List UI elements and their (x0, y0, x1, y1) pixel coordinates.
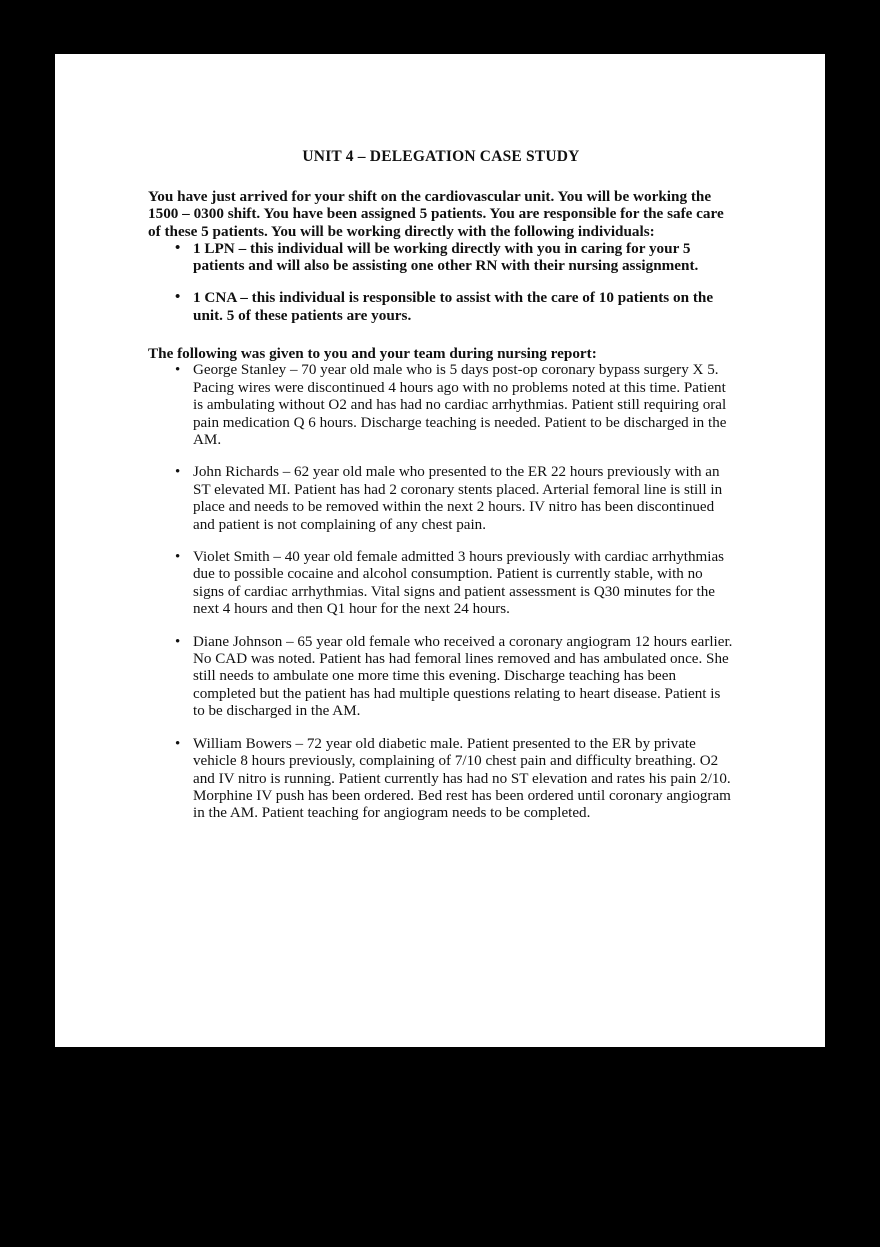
list-item (148, 634, 734, 721)
report-heading: The following was given to you and your team during nursing report: (148, 345, 597, 363)
list-item (148, 736, 734, 823)
list-item (148, 240, 734, 275)
list-item (148, 464, 734, 534)
list-item (148, 289, 734, 324)
bullet-icon: • (175, 464, 181, 481)
bullet-icon: • (175, 239, 181, 256)
list-item (148, 362, 734, 449)
list-item-text: Violet Smith – 40 year old female admitted 3 hours previously with cardiac arrhythmias due to possible cocaine and alcohol consumption. Patient is currently stable, with no signs of cardiac arrhythmias. Vital signs and patient assessment is Q30 minutes for the next 4 hours and then Q1 hour for the next 24 hours. (193, 549, 725, 618)
list-item-text: Diane Johnson – 65 year old female who received a coronary angiogram 12 hours earlier. No CAD was noted. Patient has had femoral lines removed and has ambulated once. She still needs to ambulate one more time this evening. Discharge teaching has been completed but the patient has had multiple questions relating to heart disease. Patient is to be discharged in the AM. (193, 633, 733, 720)
bullet-icon: • (175, 289, 181, 306)
patient-report-list (148, 362, 734, 822)
list-item-text: 1 LPN – this individual will be working directly with you in caring for your 5 patients and will also be assisting one other RN with their nursing assignment. (193, 239, 699, 275)
list-item-text: William Bowers – 72 year old diabetic male. Patient presented to the ER by private vehicle 8 hours previously, complaining of 7/10 chest pain and difficulty breathing. O2 and IV nitro is running. Patient currently has had no ST elevation and rates his pain 2/10. Morphine IV push has been ordered. Bed rest has been ordered until coronary angiogram in the AM. Patient teaching for angiogram needs to be completed. (193, 735, 731, 822)
bullet-icon: • (175, 549, 181, 566)
list-item-text: 1 CNA – this individual is responsible to assist with the care of 10 patients on the unit. 5 of these patients are yours. (193, 289, 714, 324)
list-item (148, 549, 734, 619)
document-body (148, 148, 734, 823)
intro-paragraph: You have just arrived for your shift on the cardiovascular unit. You will be working the 1500 – 0300 shift. You have been assigned 5 patients. You are responsible for the safe care of these 5 patients. You will be working directly with the following individuals: (148, 188, 724, 240)
bullet-icon: • (175, 633, 181, 650)
document-page (55, 54, 825, 1047)
list-item-text: John Richards – 62 year old male who presented to the ER 22 hours previously with an ST elevated MI. Patient has had 2 coronary stents placed. Arterial femoral line is still in place and needs to be removed within the next 2 hours. IV nitro has been discontinued and patient is not complaining of any chest pain. (193, 464, 723, 533)
list-item-text: George Stanley – 70 year old male who is 5 days post-op coronary bypass surgery X 5. Pacing wires were discontinued 4 hours ago with no problems noted at this time. Patient is ambulating without O2 and has had no cardiac arrhythmias. Patient still requiring oral pain medication Q 6 hours. Discharge teaching is needed. Patient to be discharged in the AM. (193, 362, 727, 448)
page-title: UNIT 4 – DELEGATION CASE STUDY (302, 148, 580, 165)
bullet-icon: • (175, 362, 181, 379)
staffing-assignment-list (148, 240, 734, 324)
bullet-icon: • (175, 735, 181, 752)
